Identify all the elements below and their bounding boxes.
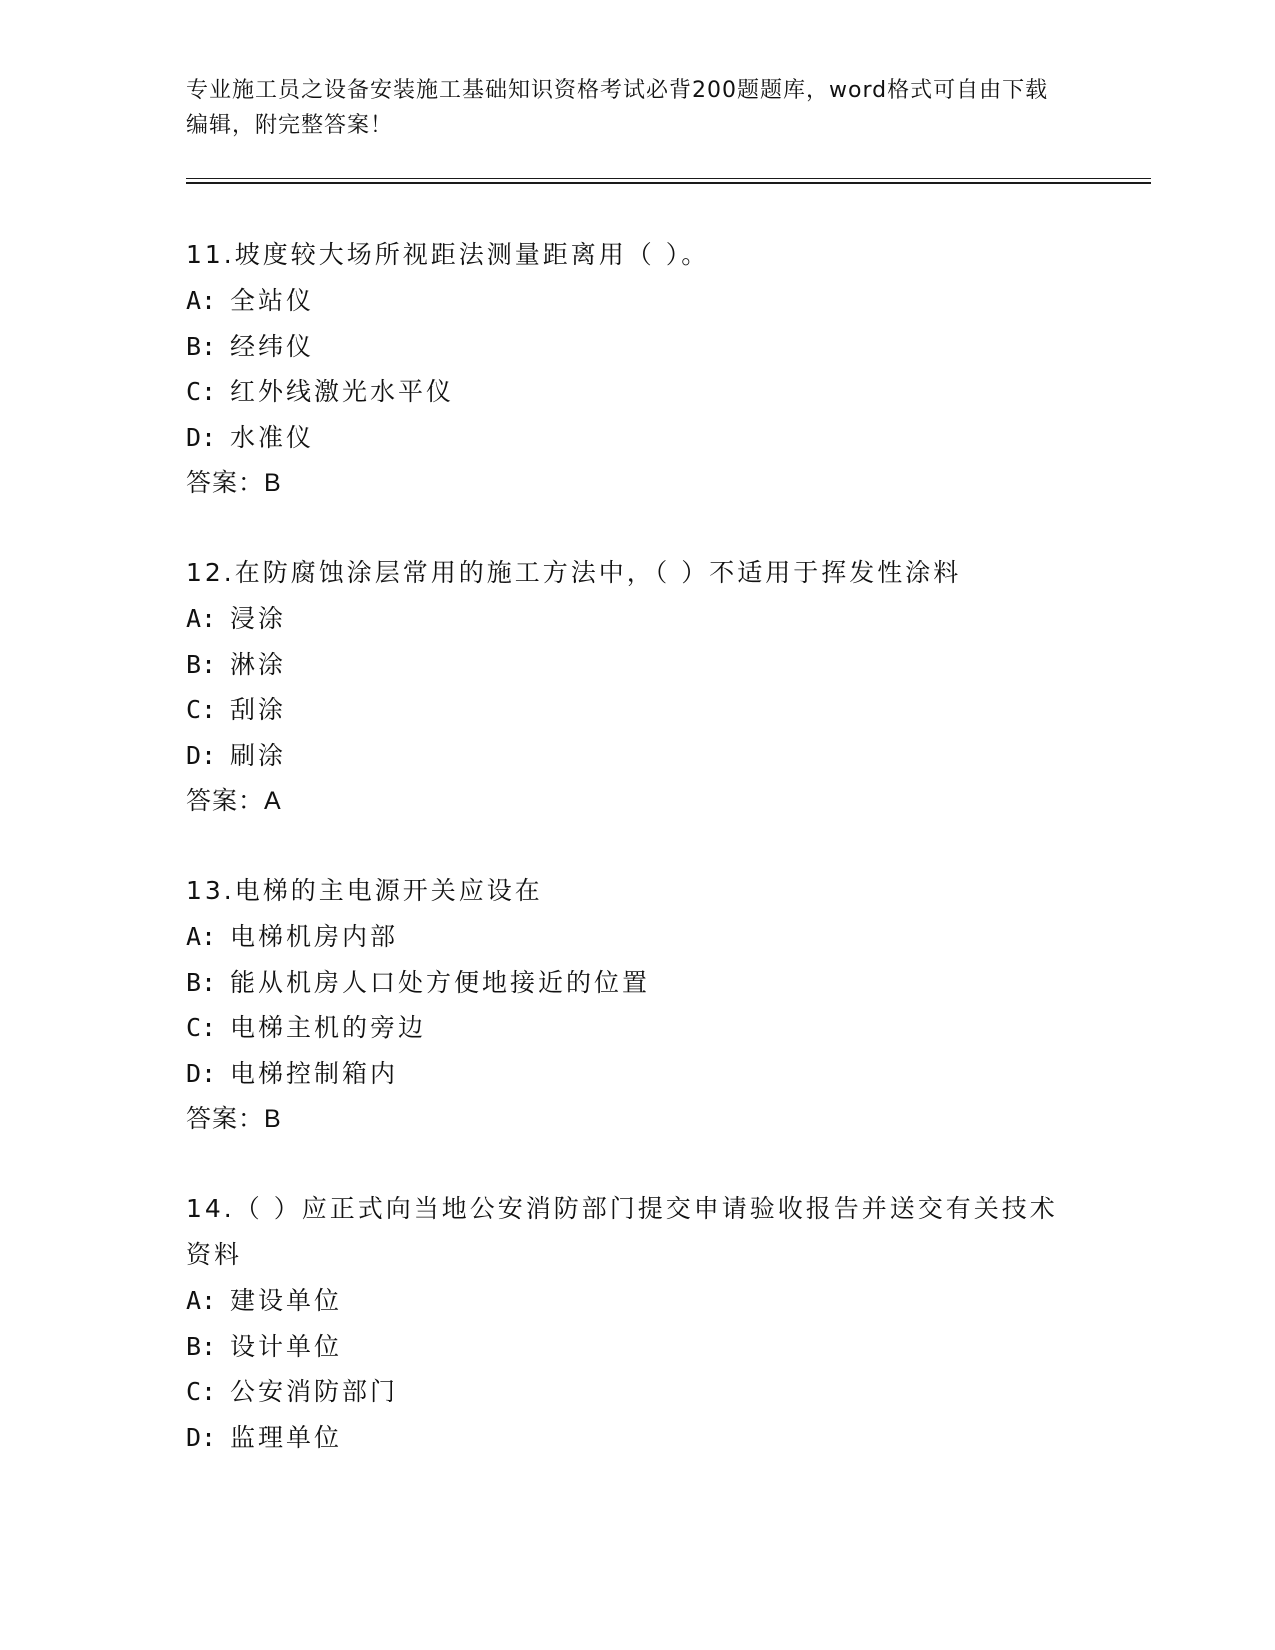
option-text: 红外线激光水平仪: [230, 377, 455, 406]
option-text: 电梯控制箱内: [230, 1058, 399, 1088]
header-divider-top: [186, 178, 1151, 179]
option-text: 全站仪: [230, 286, 315, 315]
option-key: A:: [186, 286, 217, 315]
question-stem: 14.（ ）应正式向当地公安消防部门提交申请验收报告并送交有关技术资料: [186, 1194, 1058, 1269]
option-key: B:: [186, 649, 217, 679]
option-d: [186, 733, 1076, 779]
answer-line: 答案：B: [186, 1105, 282, 1133]
option-text: 水准仪: [230, 422, 315, 452]
option-key: D:: [186, 740, 217, 770]
option-text: 电梯机房内部: [230, 922, 399, 951]
option-c: [186, 1369, 1076, 1415]
question-stem: 13.电梯的主电源开关应设在: [186, 876, 543, 905]
question-stem: 12.在防腐蚀涂层常用的施工方法中，（ ）不适用于挥发性涂料: [186, 558, 962, 587]
option-b: [186, 1324, 1076, 1370]
option-text: 建设单位: [230, 1286, 343, 1315]
option-key: C:: [186, 1377, 217, 1406]
option-d: [186, 1415, 1076, 1461]
question-item: [186, 868, 1076, 1142]
question-item: [186, 1186, 1076, 1460]
option-text: 能从机房人口处方便地接近的位置: [230, 967, 651, 997]
answer-line: 答案：B: [186, 469, 282, 497]
option-b: [186, 642, 1076, 688]
header-divider-bottom: [186, 182, 1151, 184]
option-d: [186, 415, 1076, 461]
option-key: B:: [186, 967, 217, 997]
option-key: A:: [186, 604, 217, 633]
question-item: [186, 232, 1076, 506]
option-b: [186, 324, 1076, 370]
question-item: [186, 550, 1076, 824]
option-a: [186, 596, 1076, 642]
option-key: D:: [186, 1058, 217, 1088]
option-d: [186, 1051, 1076, 1097]
option-key: C:: [186, 377, 217, 406]
option-text: 监理单位: [230, 1422, 343, 1452]
option-c: [186, 687, 1076, 733]
option-key: B:: [186, 331, 217, 361]
option-text: 刮涂: [230, 695, 287, 724]
option-c: [186, 369, 1076, 415]
option-key: B:: [186, 1331, 217, 1361]
question-stem: 11.坡度较大场所视距法测量距离用（ ）。: [186, 240, 710, 269]
answer-line: 答案：A: [186, 787, 282, 815]
option-key: A:: [186, 922, 217, 951]
option-a: [186, 914, 1076, 960]
option-b: [186, 960, 1076, 1006]
option-text: 刷涂: [230, 740, 287, 770]
option-key: C:: [186, 695, 217, 724]
option-text: 淋涂: [230, 649, 287, 679]
option-key: C:: [186, 1013, 217, 1042]
option-key: D:: [186, 1422, 217, 1452]
option-a: [186, 1278, 1076, 1324]
option-c: [186, 1005, 1076, 1051]
option-text: 设计单位: [230, 1331, 343, 1361]
option-text: 公安消防部门: [230, 1377, 399, 1406]
document-header-title: 专业施工员之设备安装施工基础知识资格考试必背200题题库，word格式可自由下载编辑，附完整答案！: [186, 78, 1049, 138]
option-text: 经纬仪: [230, 331, 315, 361]
option-key: A:: [186, 1286, 217, 1315]
option-key: D:: [186, 422, 217, 452]
option-a: [186, 278, 1076, 324]
question-list: [186, 232, 1076, 1504]
option-text: 电梯主机的旁边: [230, 1013, 427, 1042]
option-text: 浸涂: [230, 604, 287, 633]
